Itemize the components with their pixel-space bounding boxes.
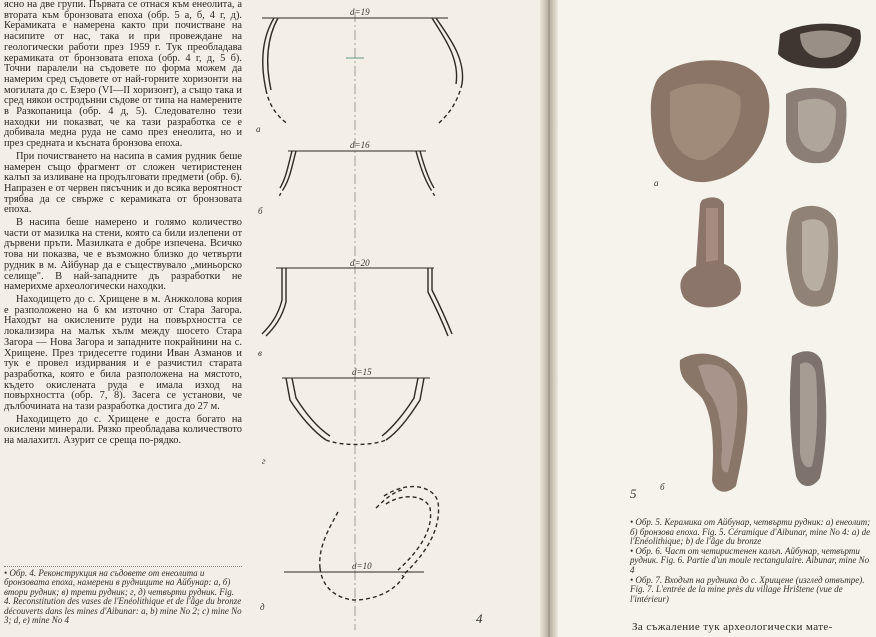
vessel-reconstruction-drawing bbox=[248, 0, 480, 637]
figure-6-caption: • Обр. 6. Част от четиристенен калъп. Айбунар, четвърти рудник. Fig. 6. Partie d'un moule rectangulaire. Aibunar, mine No 4 bbox=[630, 545, 870, 575]
figure-captions bbox=[630, 518, 874, 604]
book-gutter bbox=[540, 0, 558, 637]
pottery-photo bbox=[640, 10, 872, 510]
body-text-column bbox=[4, 0, 242, 449]
diameter-label: d=20 bbox=[350, 258, 370, 268]
paragraph: Находището до с. Хрищене в м. Анжколова кория е разположено на 6 км източно от Стара Загора. Находът на окислените руди на повърхността се локализира на малък хълм между шосето Стара Загора — Нова Загора и западните покрайнини на с. Хрищене. През тридесетте години Иван Азманов и тук е провел издирвания и е разчистил старата разработка, която е била разположена на мястото, където окислената руда е имала изход на повърхността (обр. 7, 8). Засега се установи, че дълбочината на тази разработка достига до 27 м. bbox=[4, 293, 242, 413]
diameter-label: d=19 bbox=[350, 7, 370, 17]
vessel-letter: д bbox=[260, 602, 265, 612]
diameter-label: d=15 bbox=[352, 367, 372, 377]
vessel-letter: б bbox=[258, 206, 263, 216]
vessel-d bbox=[282, 378, 430, 445]
photo-label: б bbox=[660, 482, 665, 492]
paragraph: В насипа беше намерено и голямо количество части от мазилка на стени, която са били излепени от дървени пръти. Мазилката е добре изпечена. Всичко това ни показва, че е възможно близко до четвърти рудник в м. Айбунар да е съществувало „миньорско селище". В най-западните дъ разработки не намерихме археологически находки. bbox=[4, 217, 242, 293]
vessel-a bbox=[262, 18, 463, 124]
figure-5-caption: • Обр. 5. Керамика от Айбунар, четвърти рудник: а) енеолит; б) бронзова епоха. Fig. 5. Céramique d'Aibunar, mine No 4: a) de l'Enéolithique; b) de l'âge du bronze bbox=[630, 517, 871, 547]
paragraph: При почистването на насипа в самия рудник беше намерен също фрагмент от сложен четиристенен калъп за изливане на продълговати предмети (обр. 6). Напразен е от червен пясъчник и до всяка вероятност трябва да се свърже с керамиката от бронзовата епоха. bbox=[4, 150, 242, 216]
diameter-label: d=16 bbox=[350, 140, 370, 150]
figure-4-caption: • Обр. 4. Реконструкция на съдовете от енеолита и бронзовата епоха, намерени в рудниците на Айбунар: а, б) втори рудник; в) трети рудник; г, д) четвърти рудник. Fig. 4. Reconstitution des vases de l'Enéolithique et de l'âge du bronze découverts dans les mines d'Aibunar: a, b) mine No 2; c) mine No 3; d, e) mine No 4 bbox=[4, 568, 242, 626]
vessel-letter: а bbox=[256, 124, 261, 134]
paragraph: ясно на две групи. Първата се отнася към енеолита, а втората към бронзовата епоха (обр. 5 а, б, 4 г, д). Керамиката е намерена както при почистване на насипите от нас, така и при провеждане на геологически работи през 1959 г. Тук преобладава керамиката от бронзовата епоха (обр. 4 г, д, 5 б). Точни паралели на съдовете по форма можем да намерим сред съдовете от най-горните хоризонти на могилата до с. Езеро (VI—II хоризонт), а също така и сред някои остродънни съдове от типа на намерените в Разкопаница (обр. 4 д, 5). Следователно тези находки ни показват, че ка тази разработка се е добивала медна руда не само през енеолита, но и през средната и късната бронзова епоха. bbox=[4, 0, 242, 150]
vessel-b bbox=[278, 151, 436, 198]
page-number: 4 bbox=[476, 611, 483, 626]
vessel-letter: г bbox=[262, 456, 266, 466]
vessel-e bbox=[320, 487, 439, 600]
continuation-text: За съжаление тук археологически мате- bbox=[632, 621, 833, 633]
paragraph: Находището до с. Хрищене е доста богато на окислени минерали. Рязко преобладава количеството на малахитл. Азурит се среща по-рядко. bbox=[4, 413, 242, 447]
photo-label: а bbox=[654, 178, 659, 188]
figure-7-caption: • Обр. 7. Входът на рудника до с. Хрищене (изглед отвътре). Fig. 7. L'entrée de la mine près du village Hrištene (vue de l'intérieur) bbox=[630, 574, 865, 604]
vessel-letter: в bbox=[258, 348, 262, 358]
diameter-label: d=10 bbox=[352, 561, 372, 571]
vessel-c bbox=[262, 268, 452, 336]
figure-number: 5 bbox=[630, 486, 637, 501]
